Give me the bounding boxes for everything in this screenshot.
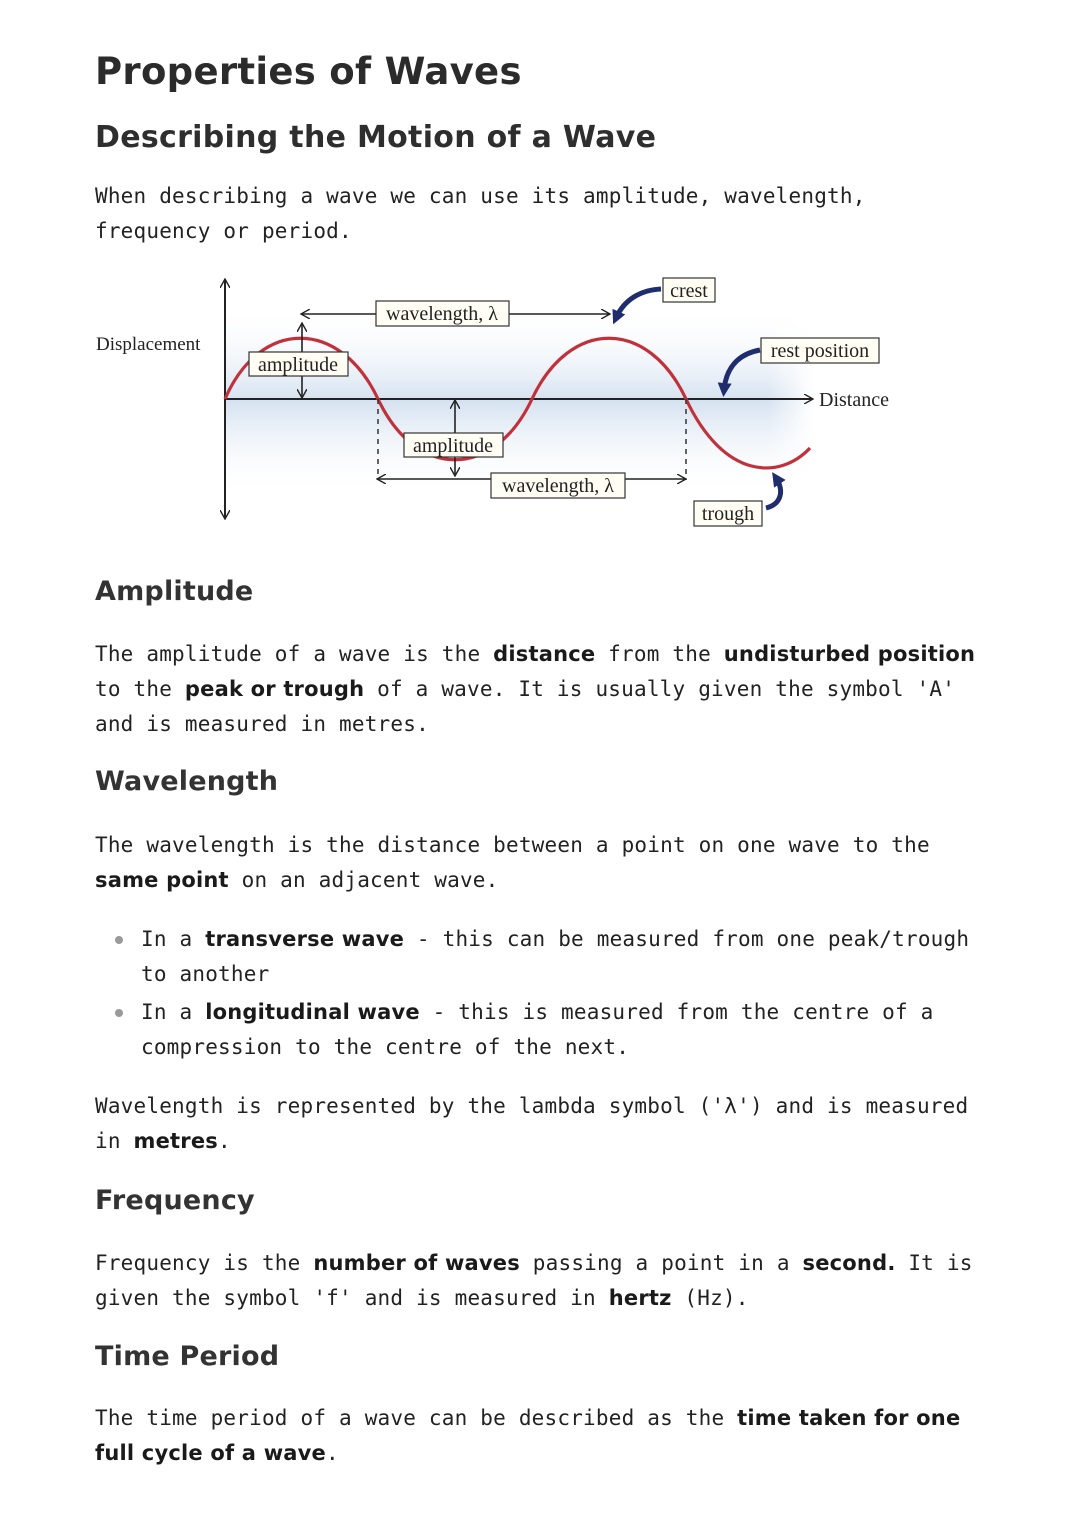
wavelength-heading: Wavelength — [95, 766, 279, 797]
list-item: In a longitudinal wave - this is measured from the centre of a compression to the centre of the next. — [95, 995, 995, 1065]
amplitude-heading: Amplitude — [95, 576, 254, 607]
amplitude-paragraph: The amplitude of a wave is the distance from the undisturbed position to the peak or trough of a wave. It is usually given the symbol 'A' and is measured in metres. — [95, 642, 976, 736]
amplitude-label-top: amplitude — [258, 354, 338, 376]
amplitude-label-bottom: amplitude — [413, 435, 493, 457]
trough-label: trough — [701, 503, 755, 525]
page-title: Properties of Waves — [95, 50, 522, 93]
wave-diagram — [90, 268, 920, 540]
list-item: In a transverse wave - this can be measured from one peak/trough to another — [95, 922, 995, 992]
time-period-heading: Time Period — [95, 1341, 280, 1372]
wavelength-paragraph: The wavelength is the distance between a point on one wave to the same point on an adjacent wave. — [95, 833, 930, 892]
intro-paragraph: When describing a wave we can use its amplitude, wavelength, frequency or period. — [95, 184, 866, 243]
lambda-paragraph: Wavelength is represented by the lambda symbol ('λ') and is measured in metres. — [95, 1094, 969, 1153]
wavelength-label-top: wavelength, λ — [386, 303, 498, 325]
y-axis-label: Displacement — [96, 334, 201, 355]
frequency-paragraph: Frequency is the number of waves passing a point in a second. It is given the symbol 'f' and is measured in hertz (Hz). — [95, 1251, 973, 1310]
section-heading: Describing the Motion of a Wave — [95, 120, 657, 155]
time-period-paragraph: The time period of a wave can be described as the time taken for one full cycle of a wave. — [95, 1406, 961, 1465]
rest-position-label: rest position — [770, 340, 870, 362]
x-axis-label: Distance — [819, 389, 889, 411]
crest-label: crest — [670, 280, 708, 302]
frequency-heading: Frequency — [95, 1185, 255, 1216]
wavelength-bullet-list — [95, 922, 995, 1068]
wavelength-label-bottom: wavelength, λ — [502, 475, 614, 497]
